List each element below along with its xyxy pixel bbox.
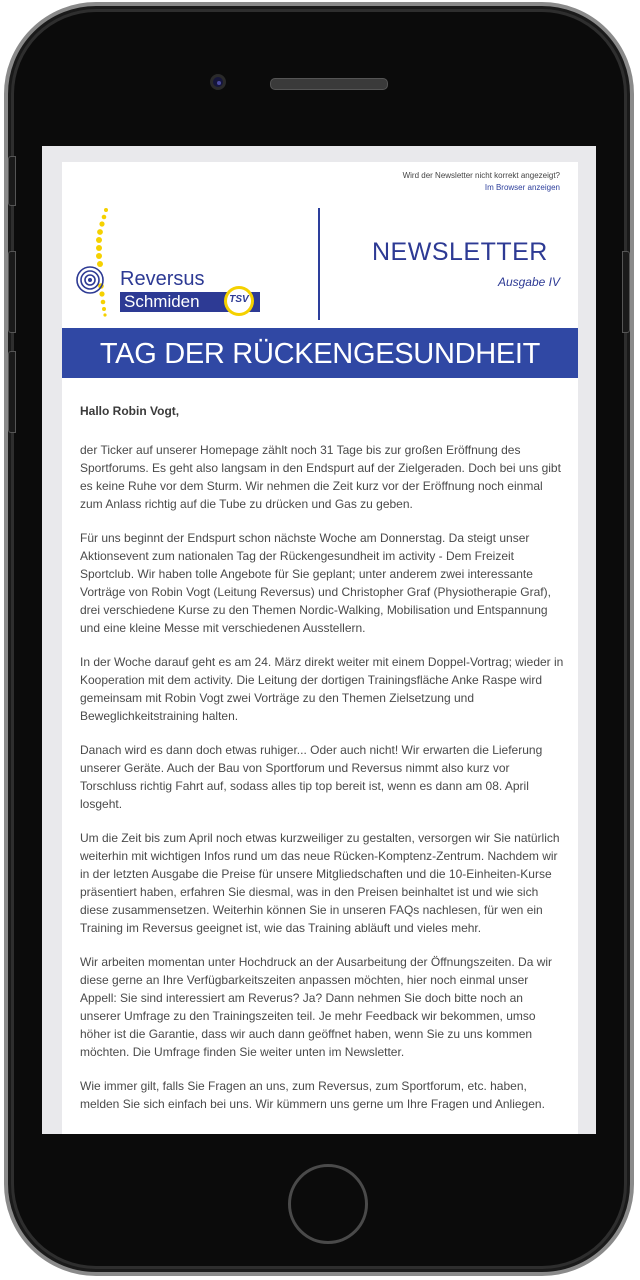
paragraph-4: Danach wird es dann doch etwas ruhiger... Oder auch nicht! Wir erwarten die Lieferung unserer Geräte. Auch der Bau von Sportforum und Reversus nimmt also kurz vor Torschluss richtig Fahrt auf, sodass alles tip top bereit ist, wenn es dann am 08. April losgeht. — [80, 743, 543, 811]
earpiece-speaker — [270, 78, 388, 90]
paragraph-7: Wie immer gilt, falls Sie Fragen an uns, zum Reversus, zum Sportforum, etc. haben, melden Sie sich einfach bei uns. Wir kümmern uns gerne um Ihre Fragen und Anliegen. — [80, 1079, 545, 1111]
power-button — [622, 251, 630, 333]
tsv-badge: TSV — [229, 294, 249, 305]
paragraph-6: Wir arbeiten momentan unter Hochdruck an der Ausarbeitung der Öffnungszeiten. Da wir diese gerne an Ihre Verfügbarkeitszeiten anpassen möchten, hier noch einmal unser Appell: Sie sind interessiert am Reverus? Ja? Dann nehmen Sie doch bitte noch an unserer Umfrage zu den Trainingszeiten teil. Je mehr Feedback wir bekommen, umso höher ist die Garantie, dass wir auch dann geöffnet haben, wenn Sie zu uns kommen möchten. Die Umfrage finden Sie weiter unten im Newsletter. — [80, 955, 553, 1059]
preheader-question: Wird der Newsletter nicht korrekt angezeigt? — [402, 171, 560, 180]
newsletter-body — [80, 402, 564, 1129]
home-button[interactable] — [288, 1164, 368, 1244]
newsletter-title: NEWSLETTER — [372, 238, 548, 266]
newsletter-sheet — [62, 162, 578, 1134]
paragraph-1: der Ticker auf unserer Homepage zählt noch 31 Tage bis zur großen Eröffnung des Sportforums. Es geht also langsam in den Endspurt auf der Zielgeraden. Doch bei uns gibt es keine Ruhe vor dem Sturm. Wir nehmen die Zeit kurz vor der Eröffnung noch einmal zum Anlass richtig auf die Tube zu drücken und Gas zu geben. — [80, 443, 561, 511]
preheader — [403, 170, 560, 194]
greeting: Hallo Robin Vogt, — [80, 404, 180, 418]
view-in-browser-link[interactable]: Im Browser anzeigen — [484, 183, 560, 192]
volume-down-button — [8, 351, 16, 433]
volume-up-button — [8, 251, 16, 333]
paragraph-2: Für uns beginnt der Endspurt schon nächste Woche am Donnerstag. Da steigt unser Aktionsevent zum nationalen Tag der Rückengesundheit im activity - Dem Freizeit Sportclub. Wir haben tolle Angebote für Sie geplant; unter anderem zwei interessante Vorträge von Robin Vogt (Leitung Reversus) und Christopher Graf (Physiotherapie Graf), drei verschiedene Kurse zu den Themen Nordic-Walking, Mobilisation und Entspannung und eine kleine Messe mit verschiedenen Ausstellern. — [80, 531, 551, 635]
phone-screen — [42, 146, 596, 1134]
header-divider — [318, 208, 320, 320]
paragraph-3: In der Woche darauf geht es am 24. März direkt weiter mit einem Doppel-Vortrag; wieder in Kooperation mit dem activity. Die Leitung der dortigen Trainingsfläche Anke Raspe wird gemeinsam mit Robin Vogt zwei Vorträge zu den Themen Zielsetzung und Beweglichkeitstraining halten. — [80, 655, 564, 723]
logo-text-schmiden: Schmiden — [124, 292, 200, 311]
logo-text-reversus: Reversus — [120, 268, 205, 290]
newsletter-issue: Ausgabe IV — [497, 275, 560, 289]
silent-switch — [8, 156, 16, 206]
paragraph-5: Um die Zeit bis zum April noch etwas kurzweiliger zu gestalten, versorgen wir Sie natürlich weiterhin mit wichtigen Infos rund um das neue Rücken-Komptenz-Zentrum. Nachdem wir in der letzten Ausgabe die Preise für unsere Mitgliedschaften und die 10-Einheiten-Kurse präsentiert haben, erfahren Sie diesmal, was in den Preisen beinhaltet ist und wie sich diese zusammensetzen. Weiterhin können Sie in unseren FAQs nachlesen, für wen ein Training im Reversus geeignet ist, wie das Training abläuft und vieles mehr. — [80, 831, 560, 935]
reversus-logo — [62, 202, 318, 324]
banner-heading: TAG DER RÜCKENGESUNDHEIT — [62, 328, 578, 378]
front-camera-icon — [210, 74, 226, 90]
